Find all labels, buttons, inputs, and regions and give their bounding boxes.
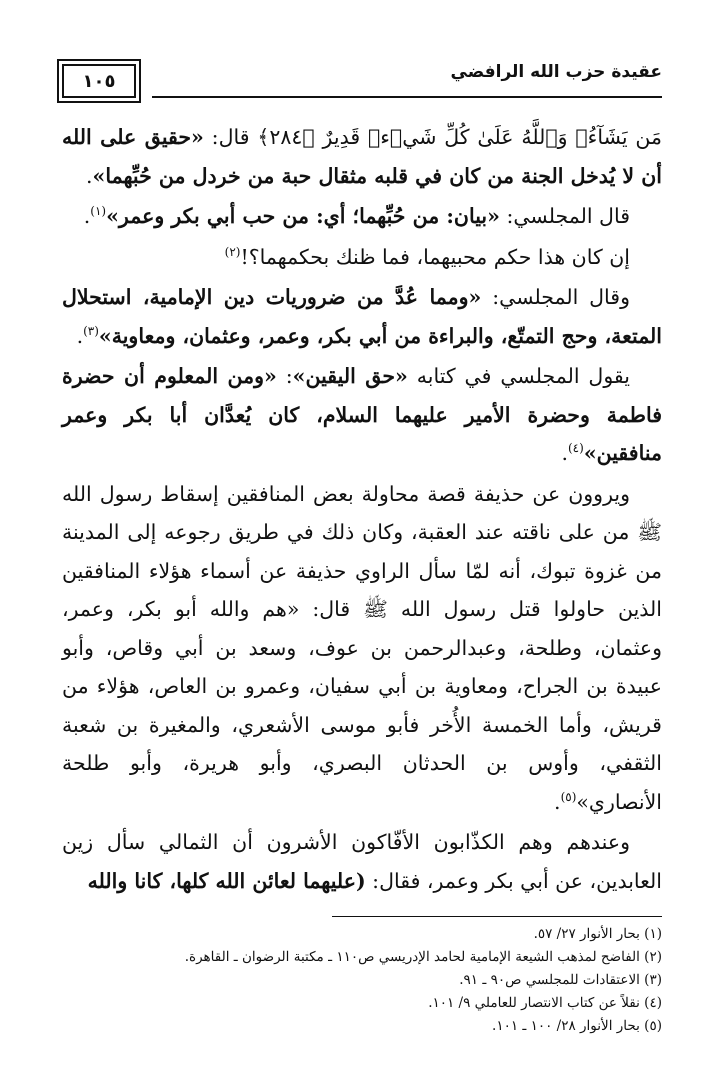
paragraph <box>62 278 662 355</box>
main-text <box>62 118 662 900</box>
quotation: «حقيق على الله أن لا يُدخل الجنة من كان في قلبه مثقال حبة من خردل من حُبِّهما» <box>62 125 662 188</box>
paragraph <box>62 238 662 277</box>
footnote: (٥) بحار الأنوار ٢٨/ ١٠٠ ـ ١٠١. <box>492 1018 662 1034</box>
text-run: . <box>86 163 93 188</box>
paragraph <box>62 823 662 900</box>
quotation: «حق اليقين» <box>292 364 408 388</box>
footnote-ref: (٣) <box>83 323 99 338</box>
footnote-separator <box>332 916 662 917</box>
footnote: (١) بحار الأنوار ٢٧/ ٥٧. <box>533 926 662 942</box>
text-run: وعندهم وهم الكذّابون الأفّاكون الأشرون أن الثمالي سأل زين العابدين، عن أبي بكر وعمر، فقال: <box>62 830 662 893</box>
footnote: (٢) الفاضح لمذهب الشيعة الإمامية لحامد الإدريسي ص١١٠ ـ مكتبة الرضوان ـ القاهرة. <box>184 949 662 965</box>
text-run: وقال المجلسي: <box>481 285 630 309</box>
text-run: يقول المجلسي في كتابه <box>407 364 630 388</box>
text-run: : <box>276 364 293 388</box>
quotation: «ومما عُدَّ من ضروريات دين الإمامية، استحلال المتعة، وحج التمتّع، والبراءة من أبي بكر، وعمر، وعثمان، ومعاوية» <box>62 285 662 348</box>
paragraph <box>62 357 662 473</box>
text-run: إن كان هذا حكم محبيهما، فما ظنك بحكمهما؟! <box>240 244 630 269</box>
quotation: (عليهما لعائن الله كلها، كانا والله <box>87 868 366 893</box>
page-number: ١٠٥ <box>82 70 116 92</box>
book-page <box>62 50 662 1038</box>
quotation: «بيان: من حُبِّهما؛ أي: من حب أبي بكر وعمر» <box>106 204 500 228</box>
footnote-ref: (٢) <box>224 244 241 259</box>
quotation: «ومن المعلوم أن حضرة فاطمة وحضرة الأمير عليهما السلام، كان يُعدَّان أبا بكر وعمر منافقين» <box>62 364 662 465</box>
footnotes <box>62 923 662 1038</box>
footnote-ref: (١) <box>90 204 107 219</box>
paragraph <box>62 197 662 236</box>
quran-verse: مَن يَشَآءُۚ وَٱللَّهُ عَلَىٰ كُلِّ شَيۡءٖ قَدِيرٌ ﴿٢٨٤﴾ <box>257 125 662 149</box>
text-run: . <box>83 204 91 228</box>
footnote-ref: (٤) <box>567 441 584 456</box>
text-run: . <box>554 789 561 814</box>
text-run: . <box>76 323 84 348</box>
footnote: (٣) الاعتقادات للمجلسي ص٩٠ ـ ٩١. <box>459 972 662 988</box>
footnote-ref: (٥) <box>560 789 577 804</box>
paragraph <box>62 475 662 822</box>
footnote: (٤) نقلاً عن كتاب الانتصار للعاملي ٩/ ١٠١. <box>428 995 662 1011</box>
text-run: قال: <box>203 125 258 149</box>
text-run: . <box>561 441 568 465</box>
paragraph <box>62 118 662 195</box>
header-rule <box>152 96 662 98</box>
page-number-box <box>62 64 136 98</box>
text-run: ويروون عن حذيفة قصة محاولة بعض المنافقين إسقاط رسول الله ﷺ من على ناقته عند العقبة، وكان ذلك في طريق رجوعه إلى المدينة من غزوة تبوك، أنه لمّا سأل الراوي حذيفة عن أسماء هؤلاء المنافقين الذين حاولوا قتل رسول الله ﷺ قال: «هم والله أبو بكر، وعمر، وعثمان، وطلحة، وعبدالرحمن بن عوف، وسعد بن أبي وقاص، وأبو عبيدة بن الجراح، ومعاوية بن أبي سفيان، وعمرو بن العاص، هؤلاء من قريش، وأما الخمسة الأُخر فأبو موسى الأشعري، والمغيرة بن شعبة الثقفي، وأوس بن الحدثان البصري، وأبو هريرة، وأبو طلحة الأنصاري» <box>62 481 662 814</box>
running-header <box>62 50 662 100</box>
header-title: عقيدة حزب الله الرافضي <box>450 62 662 82</box>
text-run: قال المجلسي: <box>499 204 630 228</box>
